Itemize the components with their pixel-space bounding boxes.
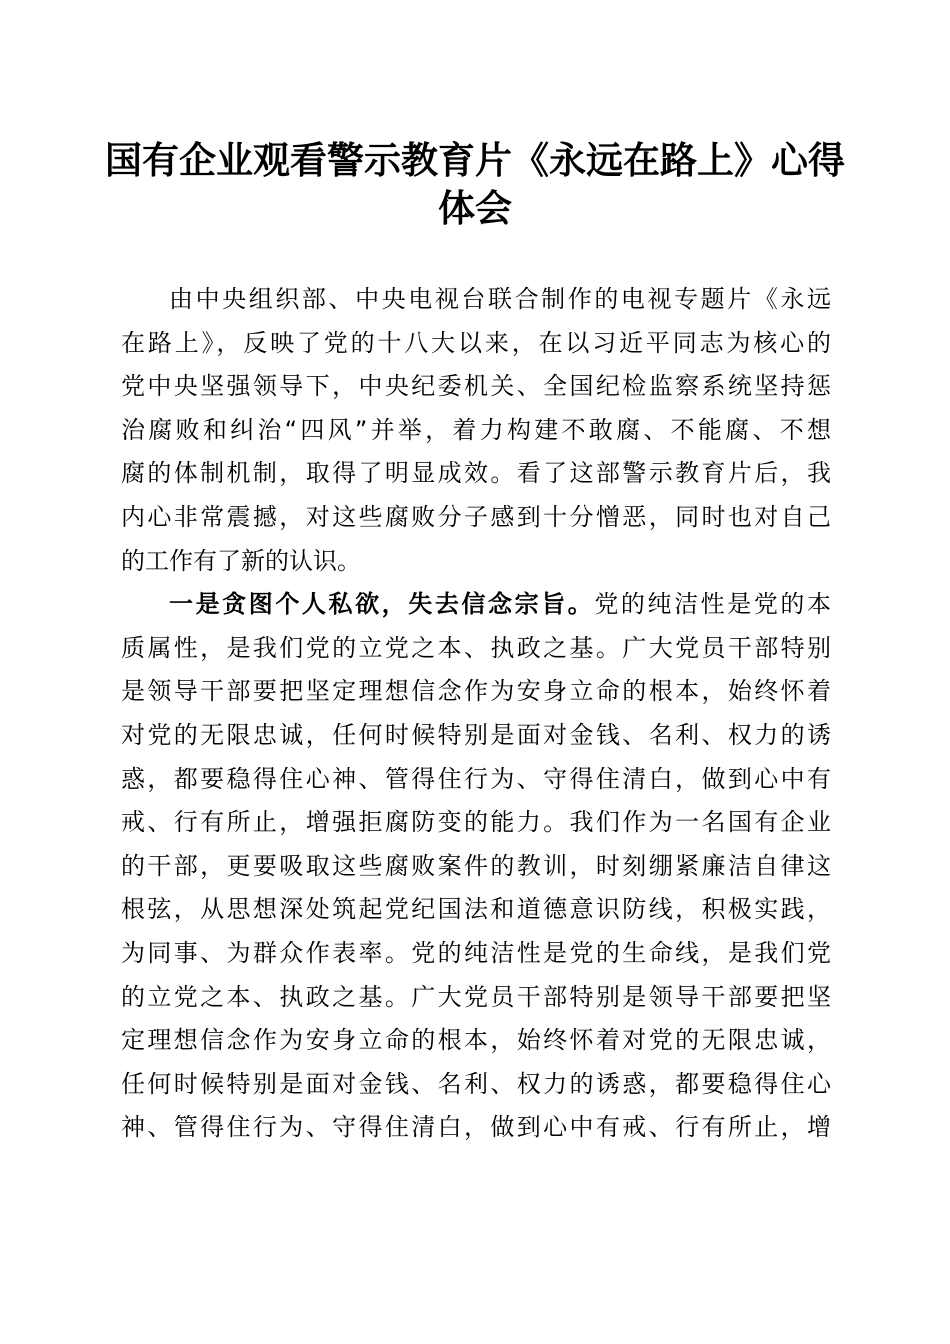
paragraph-line: 的干部，更要吸取这些腐败案件的教训，时刻绷紧廉洁自律这 bbox=[121, 851, 831, 880]
paragraph-point-one bbox=[121, 583, 831, 1150]
paragraph-line: 根弦，从思想深处筑起党纪国法和道德意识防线，积极实践， bbox=[121, 895, 831, 924]
paragraph-line: 在路上》，反映了党的十八大以来，在以习近平同志为核心的 bbox=[121, 328, 831, 357]
paragraph-line: 腐的体制机制，取得了明显成效。看了这部警示教育片后，我 bbox=[121, 459, 831, 488]
paragraph-line: 由中央组织部、中央电视台联合制作的电视专题片《永远 bbox=[169, 285, 831, 313]
paragraph-line: 是领导干部要把坚定理想信念作为安身立命的根本，始终怀着 bbox=[121, 677, 831, 706]
paragraph-line: 内心非常震撼，对这些腐败分子感到十分憎恶，同时也对自己 bbox=[121, 502, 831, 531]
title-line-1: 国有企业观看警示教育片《永远在路上》心得 bbox=[105, 138, 845, 182]
paragraph-line: 的立党之本、执政之基。广大党员干部特别是领导干部要把坚 bbox=[121, 982, 831, 1011]
paragraph-line: 治腐败和纠治“四风”并举，着力构建不敢腐、不能腐、不想 bbox=[121, 415, 831, 444]
paragraph-line: 党中央坚强领导下，中央纪委机关、全国纪检监察系统坚持惩 bbox=[121, 372, 831, 401]
paragraph-line: 神、管得住行为、守得住清白，做到心中有戒、行有所止，增 bbox=[121, 1113, 831, 1142]
title-line-2: 体会 bbox=[438, 186, 512, 230]
point-heading: 一是贪图个人私欲，失去信念宗旨。 bbox=[169, 590, 595, 619]
document-body bbox=[121, 278, 831, 1150]
paragraph-line: 质属性，是我们党的立党之本、执政之基。广大党员干部特别 bbox=[121, 633, 831, 662]
paragraph-line: 为同事、为群众作表率。党的纯洁性是党的生命线，是我们党 bbox=[121, 938, 831, 967]
paragraph-line: 任何时候特别是面对金钱、名利、权力的诱惑，都要稳得住心 bbox=[121, 1069, 831, 1098]
paragraph-intro bbox=[121, 278, 831, 583]
paragraph-line: 的工作有了新的认识。 bbox=[121, 546, 361, 575]
point-first-line-text: 党的纯洁性是党的本 bbox=[594, 590, 832, 619]
paragraph-line: 戒、行有所止，增强拒腐防变的能力。我们作为一名国有企业 bbox=[121, 808, 831, 837]
document-title bbox=[100, 136, 850, 232]
paragraph-line bbox=[121, 583, 831, 627]
paragraph-line: 定理想信念作为安身立命的根本，始终怀着对党的无限忠诚， bbox=[121, 1026, 831, 1055]
paragraph-line: 对党的无限忠诚，任何时候特别是面对金钱、名利、权力的诱 bbox=[121, 720, 831, 749]
paragraph-line: 惑，都要稳得住心神、管得住行为、守得住清白，做到心中有 bbox=[121, 764, 831, 793]
